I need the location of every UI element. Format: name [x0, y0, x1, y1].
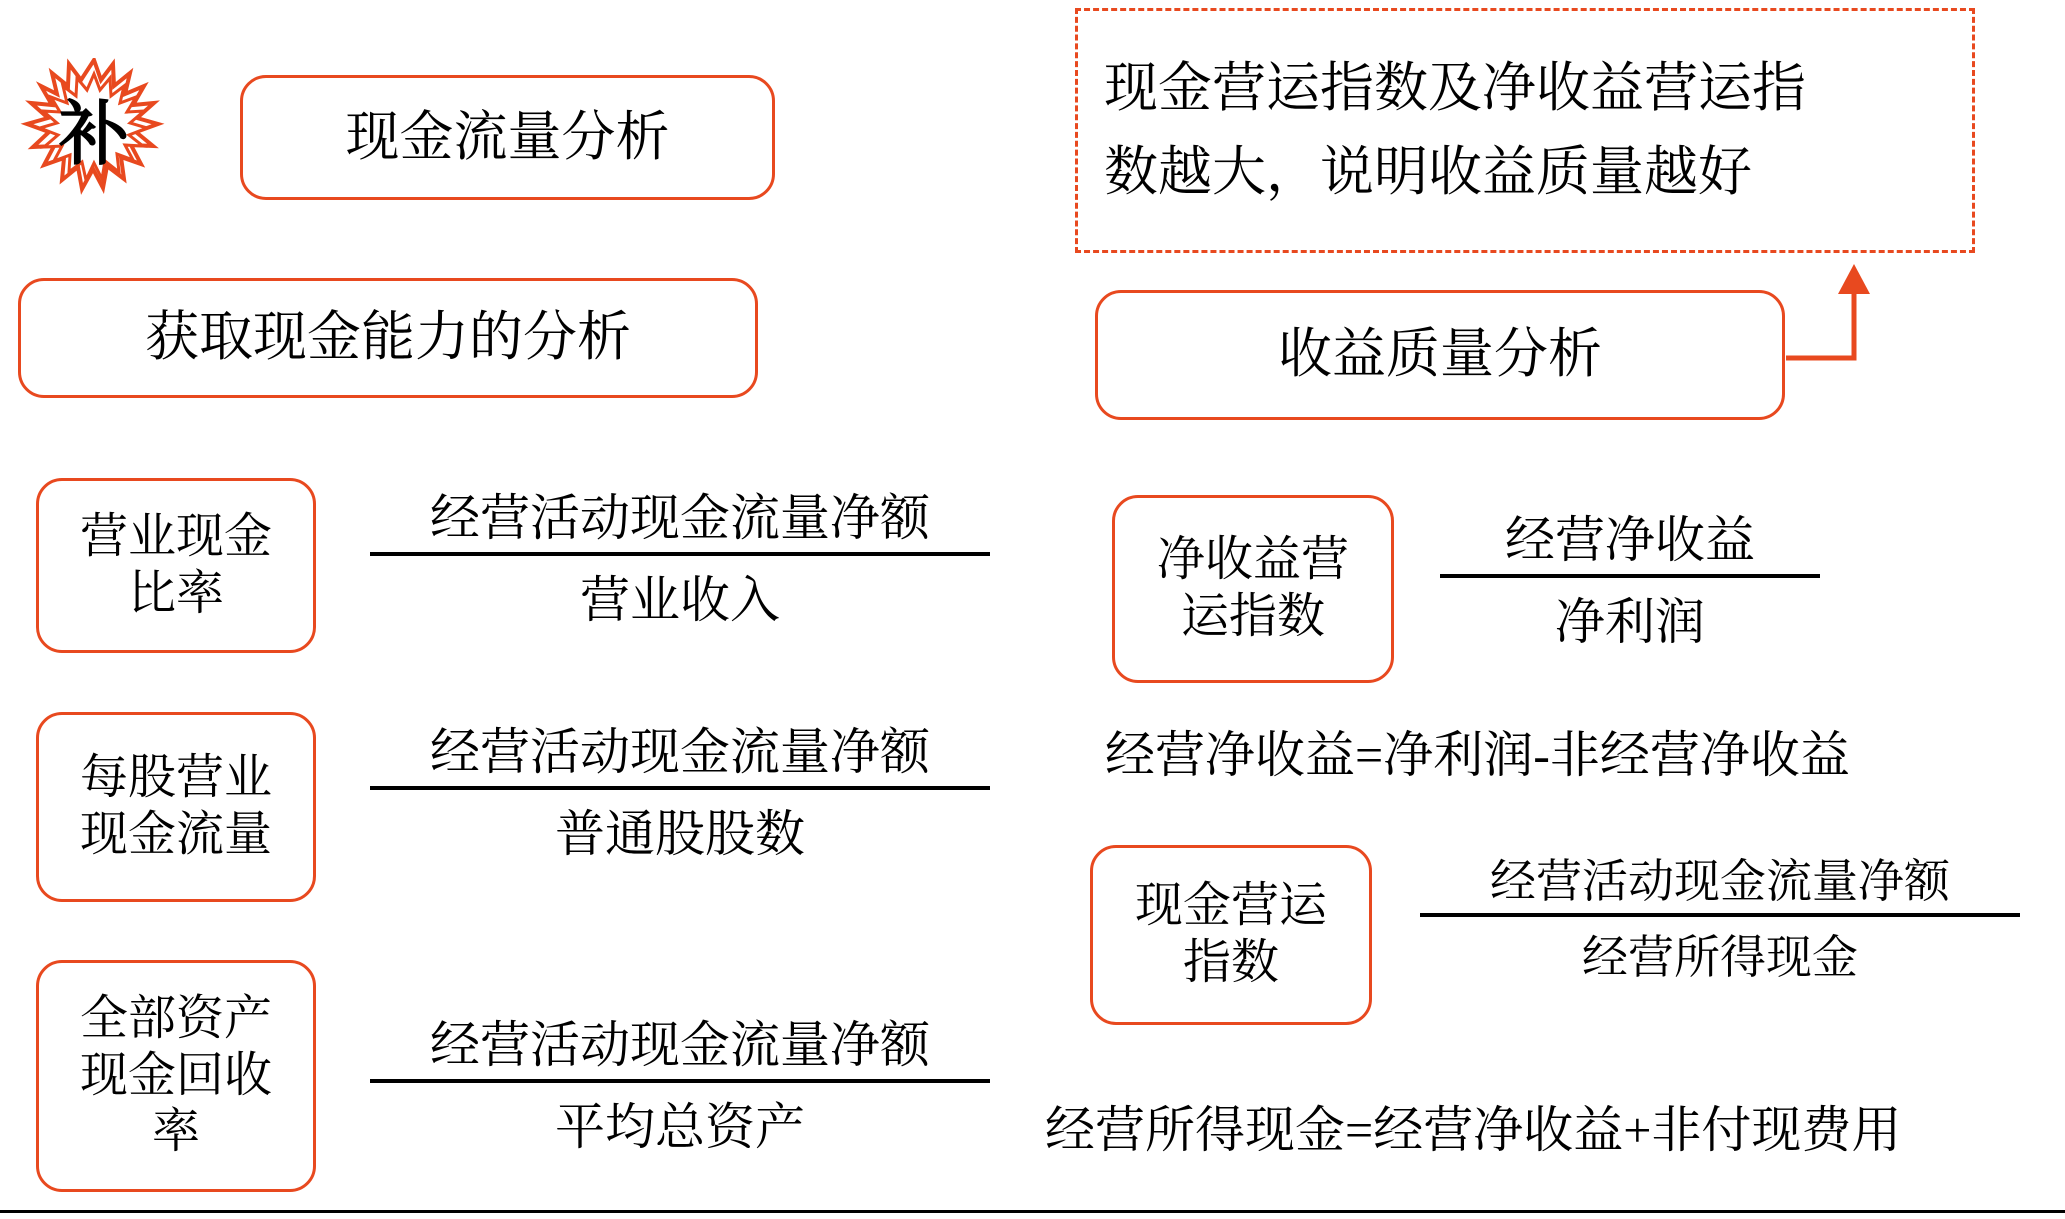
- connector-arrow-icon: [1780, 258, 1920, 378]
- right-title-label: 收益质量分析: [1278, 324, 1602, 385]
- left-title-box: [240, 75, 775, 200]
- ratio-name-line1: 现金营运: [1134, 879, 1327, 933]
- note-operating-net-income: 经营净收益=净利润-非经营净收益: [1105, 727, 1850, 783]
- formula-denominator: 普通股股数: [555, 806, 805, 862]
- formula-numerator: 经营活动现金流量净额: [430, 724, 930, 780]
- formula-denominator: 净利润: [1555, 594, 1705, 650]
- ratio-name-line1: 营业现金: [79, 509, 272, 563]
- starburst-label: 补: [59, 96, 129, 174]
- ratio-name-line3: 率: [151, 1105, 200, 1159]
- ratio-box-cash-operating-index: [1090, 845, 1372, 1025]
- formula-numerator: 经营净收益: [1505, 512, 1755, 568]
- formula-denominator: 经营所得现金: [1582, 932, 1858, 983]
- formula-numerator: 经营活动现金流量净额: [1490, 856, 1950, 907]
- ratio-name-line2: 现金流量: [79, 808, 272, 861]
- left-subtitle-box: [18, 278, 758, 398]
- ratio-box-total-asset-cash-recovery: [36, 960, 316, 1192]
- ratio-name-line2: 比率: [127, 566, 224, 620]
- ratio-name-line1: 全部资产: [79, 992, 272, 1046]
- callout-box: [1075, 8, 1975, 253]
- ratio-name-line2: 指数: [1182, 936, 1279, 989]
- callout-line2: 数越大，说明收益质量越好: [1104, 141, 1752, 202]
- formula-cash-operating-index: [1420, 845, 2020, 987]
- formula-net-income-operating-index: [1440, 500, 1820, 654]
- formula-numerator: 经营活动现金流量净额: [430, 490, 930, 546]
- ratio-name-line1: 每股营业: [79, 751, 272, 805]
- ratio-box-net-income-operating-index: [1112, 495, 1394, 683]
- formula-denominator: 平均总资产: [555, 1099, 805, 1155]
- formula-numerator: 经营活动现金流量净额: [430, 1017, 930, 1073]
- right-title-box: [1095, 290, 1785, 420]
- callout-line1: 现金营运指数及净收益营运指: [1104, 57, 1806, 118]
- left-title-label: 现金流量分析: [345, 106, 670, 167]
- note-operating-cash: 经营所得现金=经营净收益+非付现费用: [1045, 1102, 1902, 1158]
- ratio-box-operating-cash-ratio: [36, 478, 316, 653]
- ratio-name-line2: 现金回收: [79, 1048, 272, 1102]
- ratio-name-line2: 运指数: [1180, 590, 1325, 643]
- ratio-box-cash-flow-per-share: [36, 712, 316, 902]
- ratio-name-line1: 净收益营: [1156, 533, 1349, 587]
- formula-denominator: 营业收入: [580, 572, 780, 628]
- formula-operating-cash-ratio: [370, 478, 990, 632]
- left-subtitle-label: 获取现金能力的分析: [145, 307, 631, 368]
- bottom-divider: [0, 1210, 2065, 1213]
- formula-cash-flow-per-share: [370, 712, 990, 866]
- starburst-badge: [14, 58, 174, 198]
- formula-total-asset-cash-recovery: [370, 1005, 990, 1159]
